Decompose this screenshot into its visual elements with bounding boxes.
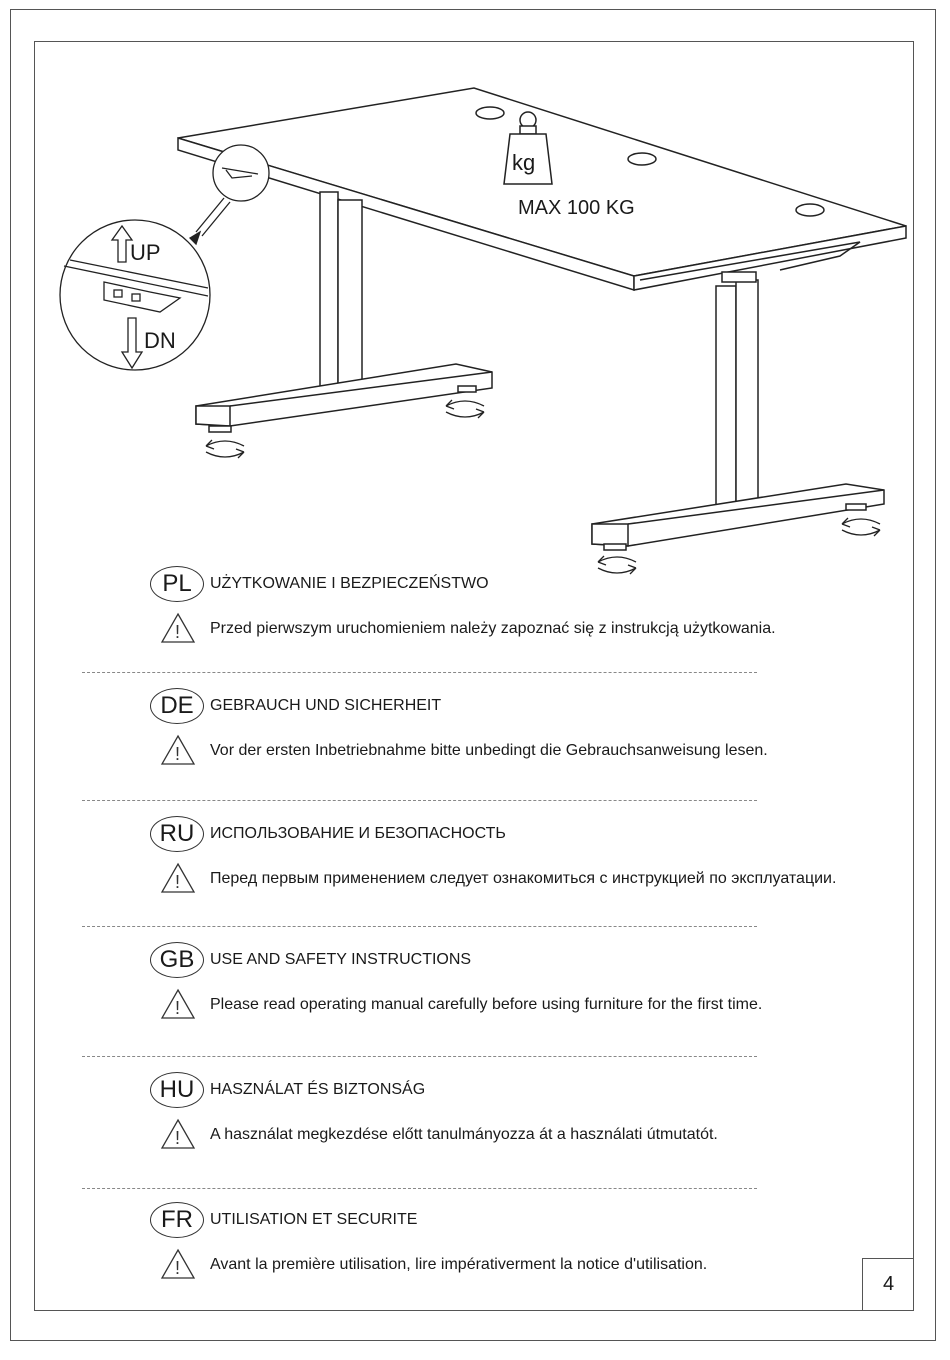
section-fr: [150, 1202, 890, 1312]
svg-text:!: !: [175, 622, 181, 642]
warning-text: Avant la première utilisation, lire impérativerment la notice d'utilisation.: [210, 1256, 708, 1273]
section-divider: [82, 800, 757, 801]
section-title: ИСПОЛЬЗОВАНИЕ И БЕЗОПАСНОСТЬ: [210, 825, 506, 842]
rotate-foot-icon: [206, 400, 880, 574]
section-divider: [82, 672, 757, 673]
desk-illustration: [0, 0, 950, 580]
section-divider: [82, 1188, 757, 1189]
warning-icon: [160, 988, 196, 1020]
control-down-label: DN: [144, 328, 176, 353]
section-de: [150, 688, 890, 798]
warning-icon: [160, 734, 196, 766]
language-code-badge: HU: [150, 1072, 204, 1108]
weight-kg-label: kg: [512, 150, 536, 175]
warning-text: Please read operating manual carefully before using furniture for the first time.: [210, 996, 763, 1013]
svg-text:!: !: [175, 744, 181, 764]
section-title: GEBRAUCH UND SICHERHEIT: [210, 697, 442, 714]
section-title: UTILISATION ET SECURITE: [210, 1211, 418, 1228]
warning-icon: [160, 612, 196, 644]
max-load-label: MAX 100 KG: [518, 197, 635, 219]
section-hu: [150, 1072, 890, 1182]
desk-top: [178, 88, 906, 290]
svg-text:!: !: [175, 998, 181, 1018]
warning-icon: [160, 1248, 196, 1280]
warning-text: Przed pierwszym uruchomieniem należy zapoznać się z instrukcją użytkowania.: [210, 620, 776, 637]
section-title: UŻYTKOWANIE I BEZPIECZEŃSTWO: [210, 575, 489, 592]
section-title: USE AND SAFETY INSTRUCTIONS: [210, 951, 472, 968]
language-code-badge: FR: [150, 1202, 204, 1238]
right-leg: [592, 272, 884, 550]
warning-text: Vor der ersten Inbetriebnahme bitte unbedingt die Gebrauchsanweisung lesen.: [210, 742, 768, 759]
section-pl: [150, 566, 890, 676]
control-up-label: UP: [130, 240, 161, 265]
language-code-badge: DE: [150, 688, 204, 724]
section-ru: [150, 816, 890, 926]
section-divider: [82, 1056, 757, 1057]
section-divider: [82, 926, 757, 927]
page-number: 4: [862, 1258, 914, 1311]
section-gb: [150, 942, 890, 1052]
language-code-badge: GB: [150, 942, 204, 978]
language-code-badge: PL: [150, 566, 204, 602]
warning-icon: [160, 862, 196, 894]
svg-text:!: !: [175, 1258, 181, 1278]
warning-text: Перед первым применением следует ознакомиться с инструкцией по эксплуатации.: [210, 870, 837, 887]
warning-icon: [160, 1118, 196, 1150]
language-code-badge: RU: [150, 816, 204, 852]
svg-text:!: !: [175, 872, 181, 892]
svg-text:!: !: [175, 1128, 181, 1148]
warning-text: A használat megkezdése előtt tanulmányozza át a használati útmutatót.: [210, 1126, 718, 1143]
section-title: HASZNÁLAT ÉS BIZTONSÁG: [210, 1081, 426, 1098]
